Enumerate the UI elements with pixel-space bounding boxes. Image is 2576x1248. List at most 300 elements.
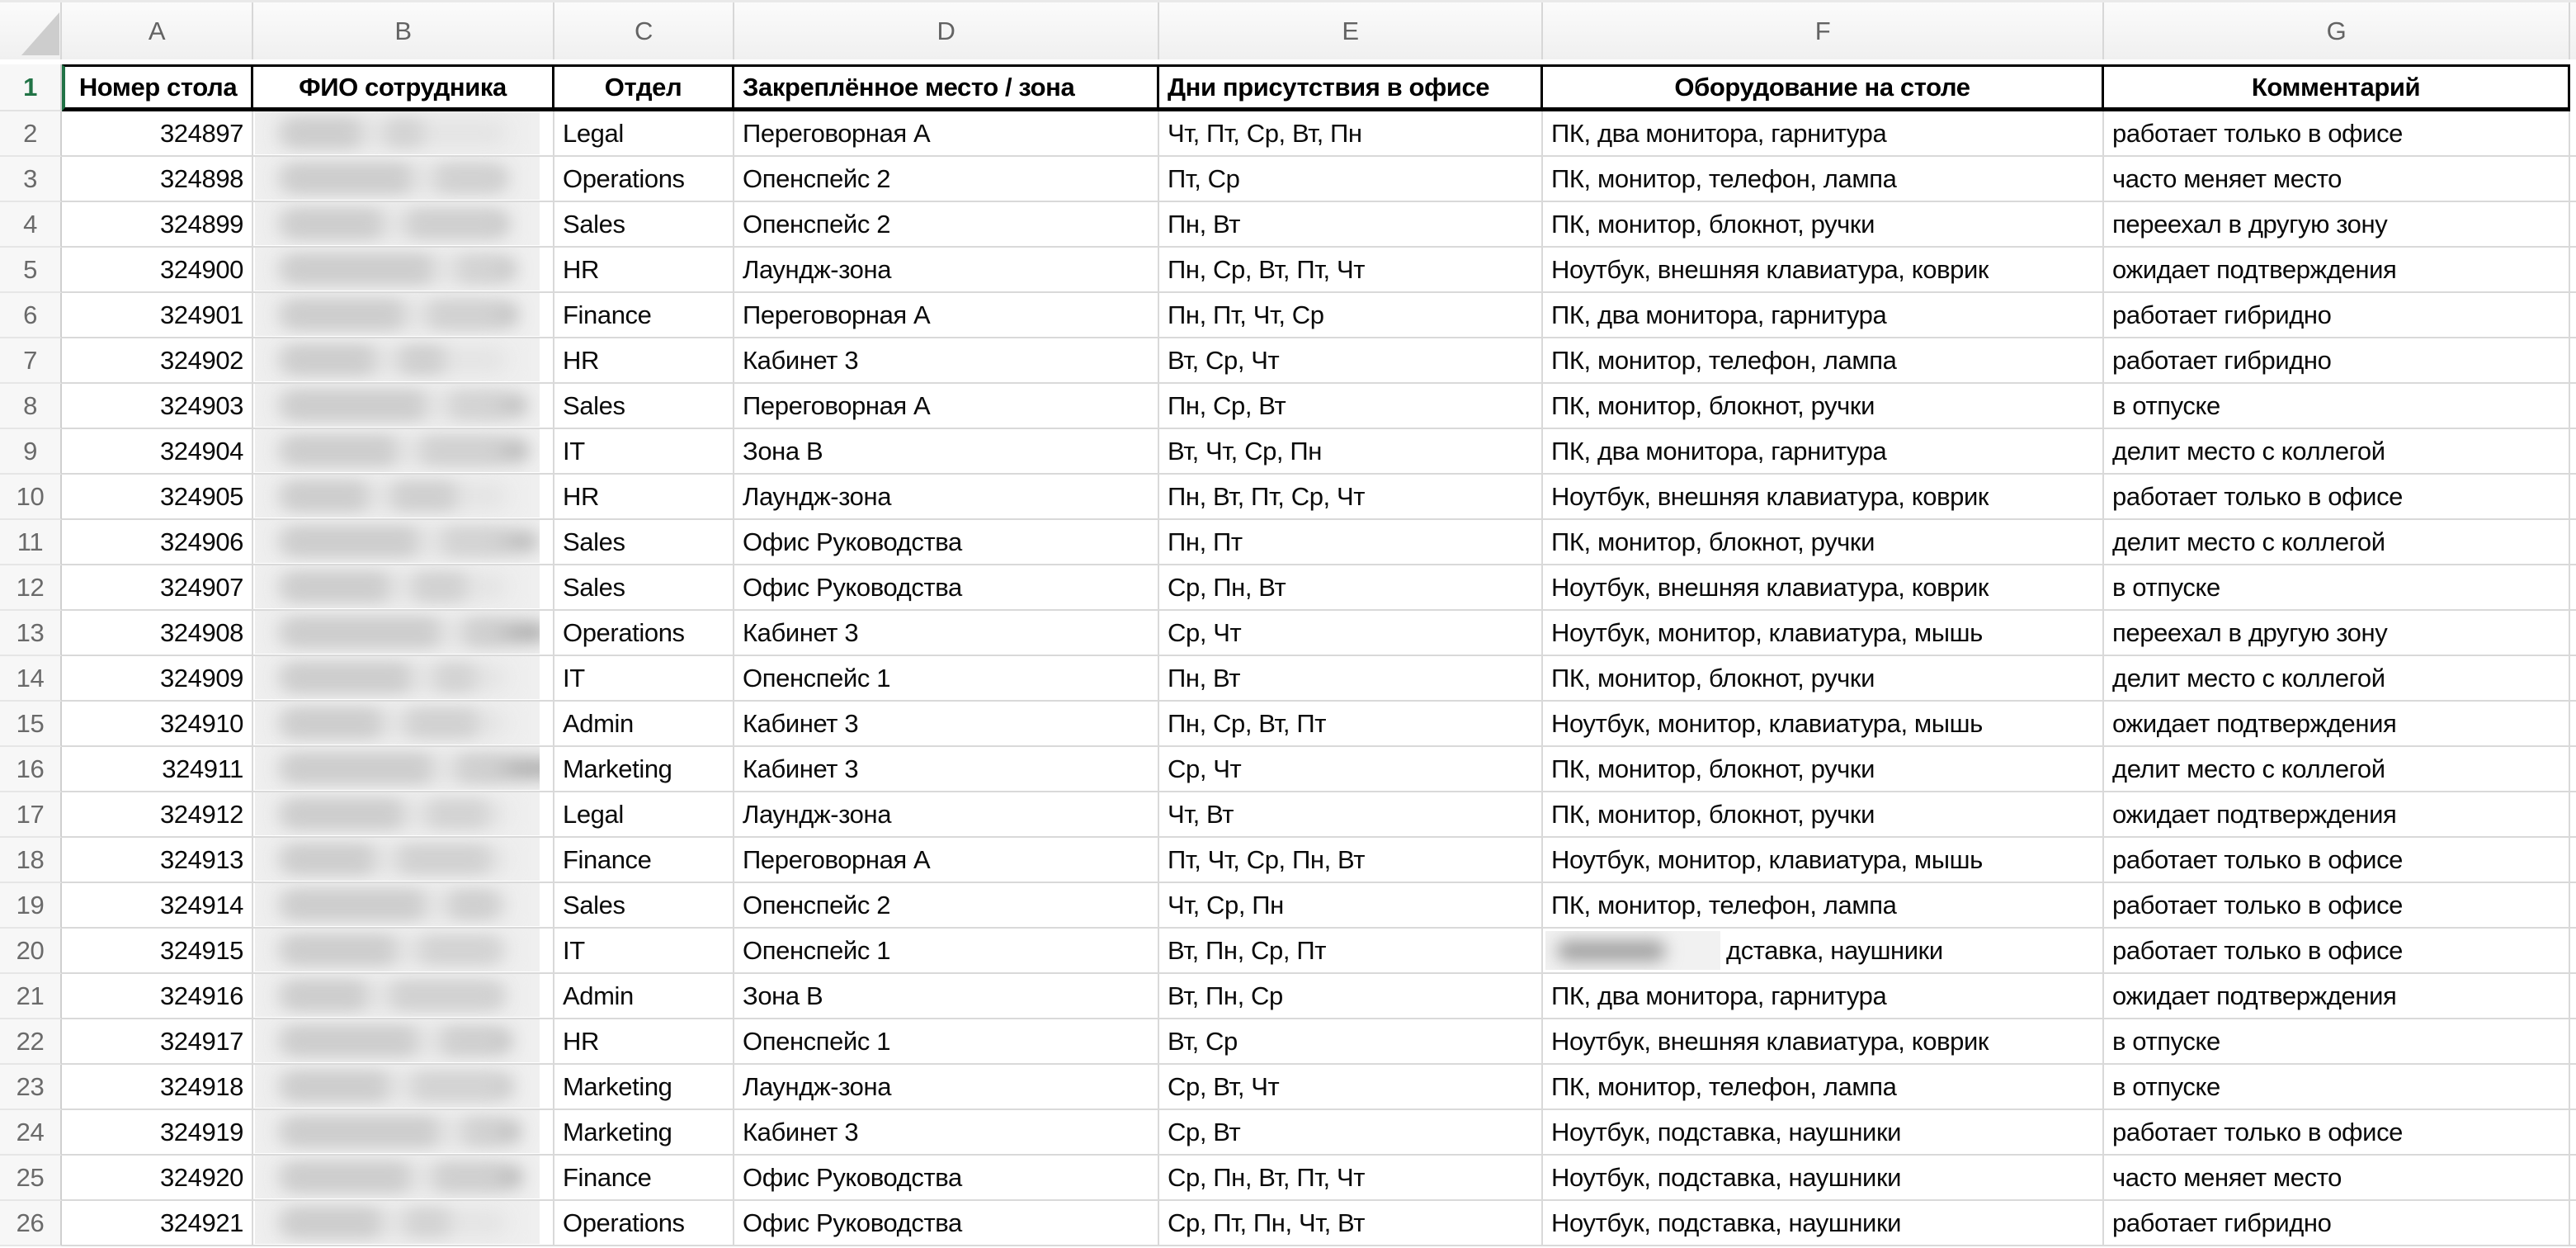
department-cell[interactable]: Marketing (554, 1110, 734, 1156)
row-number-cell[interactable]: 7 (0, 338, 62, 384)
row-number-cell[interactable]: 26 (0, 1201, 62, 1246)
column-header-b[interactable]: B (253, 2, 554, 59)
zone-cell[interactable]: Кабинет 3 (734, 1110, 1159, 1156)
employee-name-cell[interactable] (253, 475, 554, 520)
days-cell[interactable]: Вт, Пн, Ср (1159, 974, 1543, 1019)
partial-cell (2570, 520, 2576, 565)
blurred-name (255, 384, 540, 427)
department-cell[interactable]: Operations (554, 1201, 734, 1246)
blur-smudge (447, 895, 499, 915)
desk-number-cell[interactable]: 324904 (62, 429, 253, 475)
row-number-cell[interactable]: 17 (0, 792, 62, 838)
table-row (0, 929, 2576, 974)
equipment-cell[interactable]: ПК, монитор, блокнот, ручки (1543, 384, 2104, 429)
department-cell[interactable]: Admin (554, 702, 734, 747)
desk-number-cell[interactable]: 324912 (62, 792, 253, 838)
comment-cell[interactable]: ожидает подтверждения (2104, 248, 2570, 293)
days-cell[interactable]: Чт, Пт, Ср, Вт, Пн (1159, 111, 1543, 157)
blur-smudge (283, 622, 441, 642)
desk-number-cell[interactable]: 324898 (62, 157, 253, 202)
blurred-text-patch (1545, 931, 1720, 970)
department-cell[interactable]: Marketing (554, 747, 734, 792)
department-cell[interactable]: Marketing (554, 1065, 734, 1110)
days-cell[interactable]: Вт, Ср (1159, 1019, 1543, 1065)
blur-smudge (283, 441, 398, 461)
days-cell[interactable]: Пн, Вт, Пт, Ср, Чт (1159, 475, 1543, 520)
select-all-button[interactable] (0, 2, 62, 59)
blur-smudge (283, 305, 405, 324)
zone-cell[interactable]: Лаундж-зона (734, 792, 1159, 838)
blur-smudge (283, 259, 434, 279)
zone-cell[interactable]: Опенспейс 1 (734, 929, 1159, 974)
employee-name-cell[interactable] (253, 1156, 554, 1201)
row-number-cell[interactable]: 14 (0, 656, 62, 702)
zone-cell[interactable]: Кабинет 3 (734, 338, 1159, 384)
employee-name-cell[interactable] (253, 384, 554, 429)
table-row (0, 838, 2576, 883)
row-number-cell[interactable]: 16 (0, 747, 62, 792)
days-cell[interactable]: Пн, Вт (1159, 202, 1543, 248)
table-row (0, 338, 2576, 384)
partial-cell (2570, 929, 2576, 974)
equipment-cell[interactable]: ПК, монитор, телефон, лампа (1543, 1065, 2104, 1110)
desk-number-cell[interactable]: 324921 (62, 1201, 253, 1246)
days-cell[interactable]: Пн, Ср, Вт, Пт, Чт (1159, 248, 1543, 293)
column-header-f[interactable]: F (1543, 2, 2104, 59)
row-number-cell[interactable]: 3 (0, 157, 62, 202)
days-cell[interactable]: Пн, Ср, Вт, Пт (1159, 702, 1543, 747)
comment-cell[interactable]: работает только в офисе (2104, 1110, 2570, 1156)
comment-cell[interactable]: часто меняет место (2104, 157, 2570, 202)
employee-name-cell[interactable] (253, 656, 554, 702)
equipment-cell[interactable]: ПК, монитор, телефон, лампа (1543, 157, 2104, 202)
table-row (0, 293, 2576, 338)
table-row (0, 384, 2576, 429)
partial-cell (2570, 429, 2576, 475)
comment-cell[interactable]: переехал в другую зону (2104, 611, 2570, 656)
employee-name-cell[interactable] (253, 747, 554, 792)
header-desk-number[interactable]: Номер стола (62, 64, 253, 111)
zone-cell[interactable]: Офис Руководства (734, 565, 1159, 611)
equipment-cell[interactable]: Ноутбук, монитор, клавиатура, мышь (1543, 838, 2104, 883)
days-cell[interactable]: Вт, Пн, Ср, Пт (1159, 929, 1543, 974)
zone-cell[interactable]: Зона В (734, 429, 1159, 475)
zone-cell[interactable]: Лаундж-зона (734, 475, 1159, 520)
row-number-cell[interactable]: 9 (0, 429, 62, 475)
days-cell[interactable]: Ср, Вт, Чт (1159, 1065, 1543, 1110)
department-cell[interactable]: Sales (554, 520, 734, 565)
row-number-cell[interactable]: 24 (0, 1110, 62, 1156)
comment-cell[interactable]: в отпуске (2104, 1019, 2570, 1065)
department-cell[interactable]: IT (554, 929, 734, 974)
desk-number-cell[interactable]: 324920 (62, 1156, 253, 1201)
department-cell[interactable]: IT (554, 656, 734, 702)
blur-smudge (283, 986, 368, 1005)
row-number-cell[interactable]: 5 (0, 248, 62, 293)
employee-name-cell[interactable] (253, 702, 554, 747)
equipment-cell[interactable]: ПК, два монитора, гарнитура (1543, 974, 2104, 1019)
days-cell[interactable]: Ср, Пн, Вт (1159, 565, 1543, 611)
comment-cell[interactable]: работает гибридно (2104, 293, 2570, 338)
comment-cell[interactable]: в отпуске (2104, 384, 2570, 429)
row-number-cell[interactable]: 19 (0, 883, 62, 929)
table-row (0, 520, 2576, 565)
zone-cell[interactable]: Офис Руководства (734, 520, 1159, 565)
desk-number-cell[interactable]: 324908 (62, 611, 253, 656)
blur-smudge (283, 940, 397, 960)
zone-cell[interactable]: Опенспейс 2 (734, 157, 1159, 202)
equipment-cell[interactable]: Ноутбук, подставка, наушники (1543, 1201, 2104, 1246)
comment-cell[interactable]: делит место с коллегой (2104, 520, 2570, 565)
employee-name-cell[interactable] (253, 1110, 554, 1156)
blurred-name (255, 111, 540, 154)
zone-cell[interactable]: Кабинет 3 (734, 611, 1159, 656)
department-cell[interactable]: Finance (554, 293, 734, 338)
partial-cell (2570, 656, 2576, 702)
blur-smudge (283, 1076, 389, 1096)
desk-number-cell[interactable]: 324918 (62, 1065, 253, 1110)
days-cell[interactable]: Вт, Ср, Чт (1159, 338, 1543, 384)
zone-cell[interactable]: Опенспейс 1 (734, 1019, 1159, 1065)
comment-cell[interactable]: работает только в офисе (2104, 929, 2570, 974)
comment-cell[interactable]: работает только в офисе (2104, 111, 2570, 157)
employee-name-cell[interactable] (253, 838, 554, 883)
days-cell[interactable]: Пн, Пт (1159, 520, 1543, 565)
equipment-cell[interactable]: Ноутбук, внешняя клавиатура, коврик (1543, 1019, 2104, 1065)
blur-smudge (434, 168, 506, 188)
employee-name-cell[interactable] (253, 111, 554, 157)
days-cell[interactable]: Пт, Чт, Ср, Пн, Вт (1159, 838, 1543, 883)
comment-cell[interactable]: ожидает подтверждения (2104, 702, 2570, 747)
blur-smudge (283, 350, 376, 370)
blurred-name (255, 338, 540, 381)
blur-smudge (283, 1213, 382, 1232)
desk-number-cell[interactable]: 324902 (62, 338, 253, 384)
employee-name-cell[interactable] (253, 520, 554, 565)
employee-name-cell[interactable] (253, 202, 554, 248)
column-header-a[interactable]: A (62, 2, 253, 59)
blur-smudge (426, 804, 489, 824)
blur-smudge (412, 577, 468, 597)
equipment-cell[interactable]: Ноутбук, внешняя клавиатура, коврик (1543, 248, 2104, 293)
partial-cell (2570, 1019, 2576, 1065)
equipment-cell[interactable]: ПК, два монитора, гарнитура (1543, 111, 2104, 157)
column-header-partial (2570, 2, 2576, 59)
days-cell[interactable]: Ср, Пт, Пн, Чт, Вт (1159, 1201, 1543, 1246)
employee-name-cell[interactable] (253, 429, 554, 475)
partial-cell (2570, 202, 2576, 248)
desk-number-cell[interactable]: 324901 (62, 293, 253, 338)
blur-smudge (283, 849, 375, 869)
blur-smudge (1557, 941, 1666, 961)
department-cell[interactable]: Sales (554, 384, 734, 429)
blur-smudge (411, 1076, 512, 1096)
equipment-cell[interactable]: ПК, монитор, блокнот, ручки (1543, 792, 2104, 838)
desk-number-cell[interactable]: 324905 (62, 475, 253, 520)
equipment-cell[interactable]: ПК, монитор, телефон, лампа (1543, 883, 2104, 929)
department-cell[interactable]: Admin (554, 974, 734, 1019)
row-number-cell[interactable]: 13 (0, 611, 62, 656)
header-department[interactable]: Отдел (554, 64, 734, 111)
days-cell[interactable]: Пн, Ср, Вт (1159, 384, 1543, 429)
row-number-cell[interactable]: 12 (0, 565, 62, 611)
desk-number-cell[interactable]: 324900 (62, 248, 253, 293)
comment-cell[interactable]: работает гибридно (2104, 338, 2570, 384)
equipment-cell[interactable]: ПК, монитор, блокнот, ручки (1543, 202, 2104, 248)
department-cell[interactable]: Operations (554, 157, 734, 202)
zone-cell[interactable]: Офис Руководства (734, 1201, 1159, 1246)
header-partial-cell (2570, 64, 2576, 111)
blurred-name (255, 702, 540, 745)
zone-cell[interactable]: Лаундж-зона (734, 1065, 1159, 1110)
partial-cell (2570, 1156, 2576, 1201)
partial-cell (2570, 384, 2576, 429)
column-letters-row (0, 0, 2576, 59)
days-cell[interactable]: Чт, Ср, Пн (1159, 883, 1543, 929)
partial-cell (2570, 111, 2576, 157)
days-cell[interactable]: Ср, Чт (1159, 747, 1543, 792)
department-cell[interactable]: Legal (554, 111, 734, 157)
column-header-e[interactable]: E (1159, 2, 1543, 59)
comment-cell[interactable]: делит место с коллегой (2104, 656, 2570, 702)
employee-name-cell[interactable] (253, 929, 554, 974)
row-number-cell[interactable]: 8 (0, 384, 62, 429)
blur-smudge (398, 350, 446, 370)
partial-cell (2570, 747, 2576, 792)
desk-number-cell[interactable]: 324897 (62, 111, 253, 157)
blurred-name (255, 1156, 540, 1198)
zone-cell[interactable]: Переговорная А (734, 838, 1159, 883)
equipment-cell[interactable]: ПК, монитор, телефон, лампа (1543, 338, 2104, 384)
employee-name-cell[interactable] (253, 157, 554, 202)
blur-smudge (283, 1122, 440, 1142)
partial-cell (2570, 838, 2576, 883)
partial-cell (2570, 611, 2576, 656)
employee-name-cell[interactable] (253, 1065, 554, 1110)
row-number-cell[interactable]: 6 (0, 293, 62, 338)
row-number-1[interactable]: 1 (0, 64, 62, 111)
partial-cell (2570, 883, 2576, 929)
desk-number-cell[interactable]: 324913 (62, 838, 253, 883)
zone-cell[interactable]: Опенспейс 1 (734, 656, 1159, 702)
employee-name-cell[interactable] (253, 1201, 554, 1246)
row-number-cell[interactable]: 15 (0, 702, 62, 747)
table-row (0, 1110, 2576, 1156)
blurred-name (255, 1201, 540, 1244)
comment-cell[interactable]: работает только в офисе (2104, 475, 2570, 520)
table-row (0, 475, 2576, 520)
row-number-cell[interactable]: 25 (0, 1156, 62, 1201)
zone-cell[interactable]: Опенспейс 2 (734, 202, 1159, 248)
employee-name-cell[interactable] (253, 293, 554, 338)
zone-cell[interactable]: Переговорная А (734, 293, 1159, 338)
partial-cell (2570, 565, 2576, 611)
desk-number-cell[interactable]: 324914 (62, 883, 253, 929)
desk-number-cell[interactable]: 324906 (62, 520, 253, 565)
desk-number-cell[interactable]: 324917 (62, 1019, 253, 1065)
table-row (0, 429, 2576, 475)
desk-number-cell[interactable]: 324909 (62, 656, 253, 702)
partial-cell (2570, 338, 2576, 384)
blur-smudge (403, 1213, 451, 1232)
blurred-name (255, 475, 540, 518)
blur-smudge (283, 395, 427, 415)
equipment-cell[interactable]: Ноутбук, подставка, наушники (1543, 1110, 2104, 1156)
table-row (0, 111, 2576, 157)
equipment-cell[interactable]: Ноутбук, монитор, клавиатура, мышь (1543, 702, 2104, 747)
days-cell[interactable]: Пн, Пт, Чт, Ср (1159, 293, 1543, 338)
days-cell[interactable]: Чт, Вт (1159, 792, 1543, 838)
comment-cell[interactable]: работает гибридно (2104, 1201, 2570, 1246)
table-row (0, 974, 2576, 1019)
partial-cell (2570, 702, 2576, 747)
header-comment[interactable]: Комментарий (2104, 64, 2570, 111)
employee-name-cell[interactable] (253, 1019, 554, 1065)
blur-smudge (283, 895, 426, 915)
row-number-cell[interactable]: 18 (0, 838, 62, 883)
employee-name-cell[interactable] (253, 792, 554, 838)
days-cell[interactable]: Ср, Чт (1159, 611, 1543, 656)
desk-number-cell[interactable]: 324907 (62, 565, 253, 611)
zone-cell[interactable]: Кабинет 3 (734, 702, 1159, 747)
header-zone[interactable]: Закреплённое место / зона (734, 64, 1159, 111)
blurred-name (255, 883, 540, 926)
header-employee-name[interactable]: ФИО сотрудника (253, 64, 554, 111)
table-row (0, 883, 2576, 929)
row-number-cell[interactable]: 20 (0, 929, 62, 974)
department-cell[interactable]: Finance (554, 838, 734, 883)
comment-cell[interactable]: в отпуске (2104, 565, 2570, 611)
grid-body (0, 111, 2576, 1246)
blur-smudge (283, 1167, 411, 1187)
zone-cell[interactable]: Переговорная А (734, 384, 1159, 429)
blurred-name (255, 248, 540, 291)
blur-smudge (432, 1167, 522, 1187)
comment-cell[interactable]: часто меняет место (2104, 1156, 2570, 1201)
department-cell[interactable]: Finance (554, 1156, 734, 1201)
equipment-cell[interactable]: ПК, два монитора, гарнитура (1543, 429, 2104, 475)
row-number-cell[interactable]: 23 (0, 1065, 62, 1110)
table-row (0, 1201, 2576, 1246)
department-cell[interactable]: Legal (554, 792, 734, 838)
comment-cell[interactable]: делит место с коллегой (2104, 747, 2570, 792)
column-header-c[interactable]: C (554, 2, 734, 59)
zone-cell[interactable]: Офис Руководства (734, 1156, 1159, 1201)
row-number-cell[interactable]: 10 (0, 475, 62, 520)
comment-cell[interactable]: делит место с коллегой (2104, 429, 2570, 475)
days-cell[interactable]: Ср, Пн, Вт, Пт, Чт (1159, 1156, 1543, 1201)
desk-number-cell[interactable]: 324910 (62, 702, 253, 747)
row-number-cell[interactable]: 4 (0, 202, 62, 248)
equipment-cell[interactable]: Ноутбук, подставка, наушники (1543, 1156, 2104, 1201)
row-number-cell[interactable]: 22 (0, 1019, 62, 1065)
employee-name-cell[interactable] (253, 974, 554, 1019)
table-row (0, 747, 2576, 792)
employee-name-cell[interactable] (253, 248, 554, 293)
days-cell[interactable]: Ср, Вт (1159, 1110, 1543, 1156)
employee-name-cell[interactable] (253, 883, 554, 929)
desk-number-cell[interactable]: 324899 (62, 202, 253, 248)
header-equipment[interactable]: Оборудование на столе (1543, 64, 2104, 111)
blur-smudge (283, 668, 412, 688)
department-cell[interactable]: HR (554, 248, 734, 293)
zone-cell[interactable]: Переговорная А (734, 111, 1159, 157)
equipment-visible-text: дставка, наушники (1726, 935, 1943, 965)
table-row (0, 1019, 2576, 1065)
column-header-d[interactable]: D (734, 2, 1159, 59)
header-days[interactable]: Дни присутствия в офисе (1159, 64, 1543, 111)
desk-number-cell[interactable]: 324916 (62, 974, 253, 1019)
equipment-cell[interactable]: Ноутбук, внешняя клавиатура, коврик (1543, 475, 2104, 520)
department-cell[interactable]: IT (554, 429, 734, 475)
comment-cell[interactable]: работает только в офисе (2104, 883, 2570, 929)
row-number-cell[interactable]: 11 (0, 520, 62, 565)
comment-cell[interactable]: ожидает подтверждения (2104, 974, 2570, 1019)
comment-cell[interactable]: переехал в другую зону (2104, 202, 2570, 248)
equipment-cell[interactable]: ПК, монитор, блокнот, ручки (1543, 656, 2104, 702)
blurred-name (255, 656, 540, 699)
equipment-cell[interactable]: ПК, два монитора, гарнитура (1543, 293, 2104, 338)
zone-cell[interactable]: Лаундж-зона (734, 248, 1159, 293)
desk-number-cell[interactable]: 324911 (62, 747, 253, 792)
days-cell[interactable]: Пт, Ср (1159, 157, 1543, 202)
zone-cell[interactable]: Опенспейс 2 (734, 883, 1159, 929)
equipment-cell[interactable]: ПК, монитор, блокнот, ручки (1543, 747, 2104, 792)
blur-smudge (384, 123, 425, 143)
department-cell[interactable]: HR (554, 1019, 734, 1065)
comment-cell[interactable]: ожидает подтверждения (2104, 792, 2570, 838)
table-row (0, 565, 2576, 611)
equipment-cell[interactable]: Ноутбук, внешняя клавиатура, коврик (1543, 565, 2104, 611)
days-cell[interactable]: Пн, Вт (1159, 656, 1543, 702)
desk-number-cell[interactable]: 324903 (62, 384, 253, 429)
blurred-name (255, 1065, 540, 1108)
equipment-cell[interactable]: ПК, монитор, блокнот, ручки (1543, 520, 2104, 565)
department-cell[interactable]: HR (554, 338, 734, 384)
blur-smudge (283, 532, 419, 551)
comment-cell[interactable]: в отпуске (2104, 1065, 2570, 1110)
blur-smudge (433, 668, 478, 688)
employee-name-cell[interactable] (253, 565, 554, 611)
department-cell[interactable]: Sales (554, 883, 734, 929)
department-cell[interactable]: Sales (554, 565, 734, 611)
equipment-cell[interactable] (1543, 929, 2104, 974)
desk-number-cell[interactable]: 324915 (62, 929, 253, 974)
department-cell[interactable]: Operations (554, 611, 734, 656)
row-number-cell[interactable]: 2 (0, 111, 62, 157)
zone-cell[interactable]: Зона В (734, 974, 1159, 1019)
employee-name-cell[interactable] (253, 338, 554, 384)
days-cell[interactable]: Вт, Чт, Ср, Пн (1159, 429, 1543, 475)
equipment-cell[interactable]: Ноутбук, монитор, клавиатура, мышь (1543, 611, 2104, 656)
blur-smudge (283, 1031, 418, 1051)
table-row (0, 202, 2576, 248)
partial-cell (2570, 1110, 2576, 1156)
blur-smudge (397, 849, 491, 869)
desk-number-cell[interactable]: 324919 (62, 1110, 253, 1156)
comment-cell[interactable]: работает только в офисе (2104, 838, 2570, 883)
blurred-name (255, 520, 540, 563)
blurred-name (255, 974, 540, 1017)
department-cell[interactable]: Sales (554, 202, 734, 248)
blur-smudge (441, 532, 539, 551)
department-cell[interactable]: HR (554, 475, 734, 520)
employee-name-cell[interactable] (253, 611, 554, 656)
zone-cell[interactable]: Кабинет 3 (734, 747, 1159, 792)
blurred-name (255, 1019, 540, 1062)
row-number-cell[interactable]: 21 (0, 974, 62, 1019)
column-header-g[interactable]: G (2104, 2, 2570, 59)
